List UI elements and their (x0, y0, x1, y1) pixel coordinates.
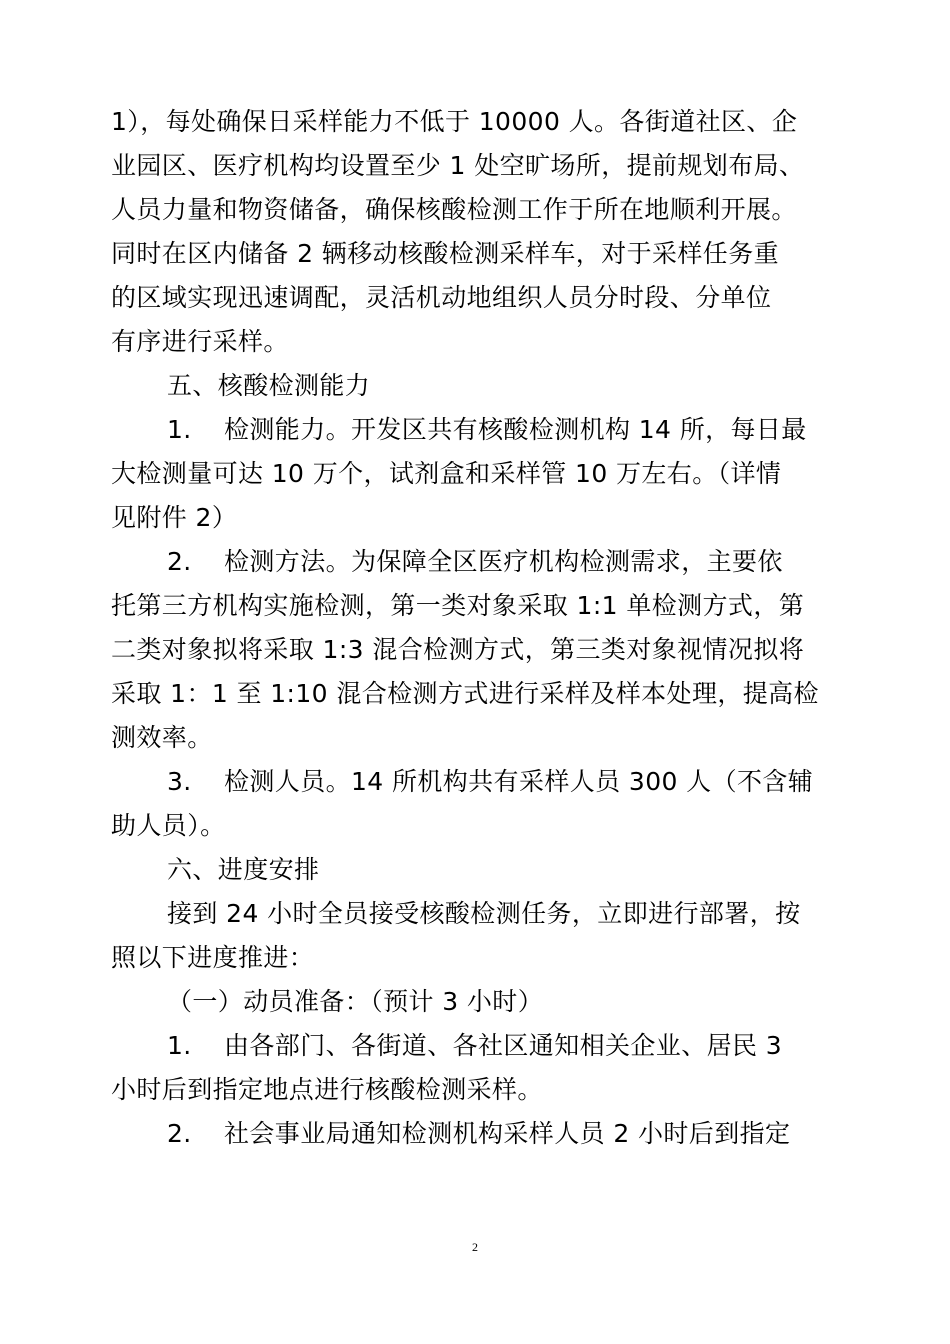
document-body (111, 100, 851, 1156)
paragraph-line: 同时在区内储备 2 辆移动核酸检测采样车，对于采样任务重 (111, 239, 780, 268)
paragraph-line: 小时后到指定地点进行核酸检测采样。 (111, 1075, 543, 1104)
paragraph-line: 照以下进度推进： (111, 943, 315, 972)
paragraph-line: 的区域实现迅速调配，灵活机动地组织人员分时段、分单位 (111, 283, 772, 312)
list-item-text: 社会事业局通知检测机构采样人员 2 小时后到指定 (224, 1119, 791, 1148)
list-number: 2. (167, 547, 192, 576)
list-item-text: 检测能力。开发区共有核酸检测机构 14 所，每日最 (224, 415, 807, 444)
list-item-text: 由各部门、各街道、各社区通知相关企业、居民 3 (224, 1031, 783, 1060)
paragraph-line: 人员力量和物资储备，确保核酸检测工作于所在地顺利开展。 (111, 195, 797, 224)
paragraph-line: 大检测量可达 10 万个，试剂盒和采样管 10 万左右。（详情 (111, 459, 782, 488)
list-item-1-line (111, 1024, 851, 1068)
paragraph-line: 采取 1：1 至 1:10 混合检测方式进行采样及样本处理，提高检 (111, 679, 819, 708)
paragraph-line: 助人员）。 (111, 811, 226, 840)
subsection-heading-1: （一）动员准备：（预计 3 小时） (167, 987, 544, 1016)
list-item-3-line (111, 760, 851, 804)
list-item-2-line (111, 1112, 851, 1156)
section-heading-6: 六、进度安排 (167, 855, 320, 884)
section-heading-5: 五、核酸检测能力 (167, 371, 371, 400)
paragraph-line: 1），每处确保日采样能力不低于 10000 人。各街道社区、企 (111, 107, 798, 136)
list-item-2-line (111, 540, 851, 584)
paragraph-line: 接到 24 小时全员接受核酸检测任务，立即进行部署，按 (167, 899, 801, 928)
list-item-text: 检测方法。为保障全区医疗机构检测需求，主要依 (224, 547, 783, 576)
paragraph-line: 测效率。 (111, 723, 213, 752)
list-number: 1. (167, 415, 192, 444)
list-item-1-line (111, 408, 851, 452)
list-number: 1. (167, 1031, 192, 1060)
paragraph-line: 二类对象拟将采取 1:3 混合检测方式，第三类对象视情况拟将 (111, 635, 805, 664)
paragraph-line: 业园区、医疗机构均设置至少 1 处空旷场所，提前规划布局、 (111, 151, 805, 180)
list-number: 2. (167, 1119, 192, 1148)
list-item-text: 检测人员。14 所机构共有采样人员 300 人（不含辅 (224, 767, 814, 796)
page-number: 2 (472, 1240, 478, 1254)
paragraph-line: 托第三方机构实施检测，第一类对象采取 1:1 单检测方式，第 (111, 591, 805, 620)
paragraph-line: 见附件 2） (111, 503, 238, 532)
list-number: 3. (167, 767, 192, 796)
paragraph-line: 有序进行采样。 (111, 327, 289, 356)
